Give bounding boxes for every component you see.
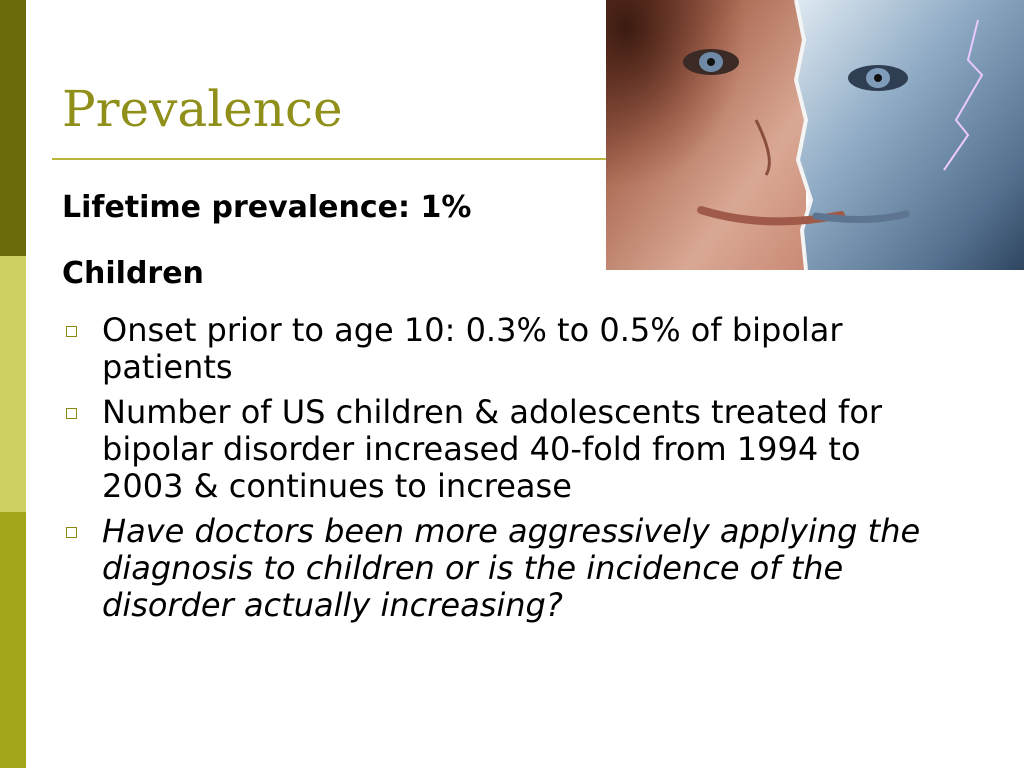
bullet-list — [62, 312, 942, 632]
checkbox-bullet-icon — [66, 326, 77, 337]
slide-title: Prevalence — [62, 80, 343, 138]
bullet-text: Onset prior to age 10: 0.3% to 0.5% of bipolar patients — [102, 311, 843, 386]
title-underline — [52, 158, 612, 160]
checkbox-bullet-icon — [66, 527, 77, 538]
bullet-text: Have doctors been more aggressively applying the diagnosis to children or is the incidence of the disorder actually increasing? — [102, 512, 921, 624]
list-item — [62, 513, 942, 624]
child-face-photo — [606, 0, 1024, 270]
lifetime-prevalence-heading: Lifetime prevalence: 1% — [62, 190, 472, 225]
children-heading: Children — [62, 256, 204, 291]
accent-segment-bottom — [0, 512, 26, 768]
bullet-text: Number of US children & adolescents treated for bipolar disorder increased 40-fold from 1994 to 2003 & continues to increase — [102, 393, 883, 505]
accent-segment-middle — [0, 256, 26, 512]
left-accent-bar — [0, 0, 26, 768]
checkbox-bullet-icon — [66, 408, 77, 419]
accent-segment-top — [0, 0, 26, 256]
list-item — [62, 394, 942, 505]
list-item — [62, 312, 942, 386]
